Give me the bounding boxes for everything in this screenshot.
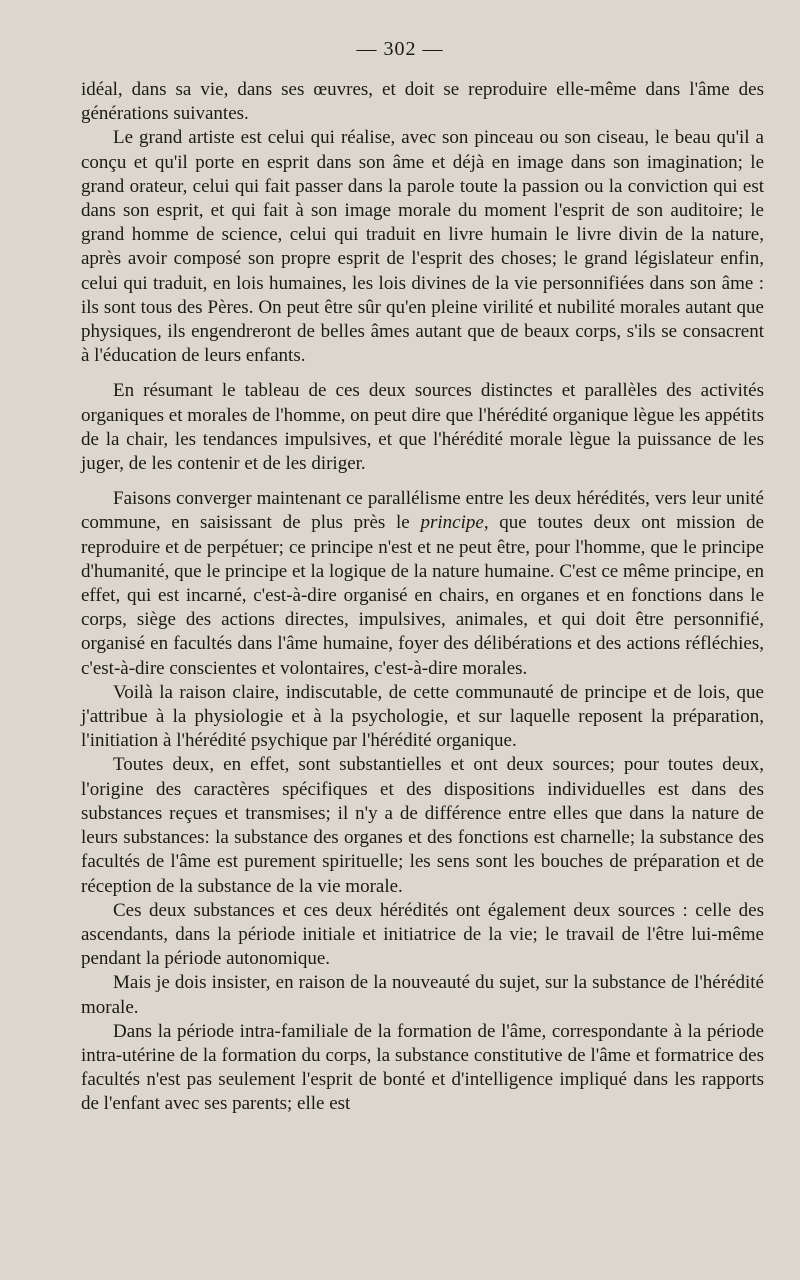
page-number: — 302 — — [356, 38, 444, 60]
paragraph-1: idéal, dans sa vie, dans ses œuvres, et doit se reproduire elle-même dans l'âme des générations suivantes. — [81, 79, 764, 125]
paragraph-4 — [81, 487, 764, 681]
paragraph-8: Mais je dois insister, en raison de la nouveauté du sujet, sur la substance de l'hérédité morale. — [81, 972, 764, 1018]
paragraph-2: Le grand artiste est celui qui réalise, avec son pinceau ou son ciseau, le beau qu'il a conçu et qu'il porte en esprit dans son âme et déjà en image dans son imagination; le grand orateur, celui qui fait passer dans la parole toute la passion ou la conviction qui est dans son esprit, et qui fait à son image morale du moment l'esprit de son auditoire; le grand homme de science, celui qui traduit en livre humain le livre divin de la nature, après avoir composé son propre esprit de l'esprit des choses; le grand législateur enfin, celui qui traduit, en lois humaines, les lois divines de la vie personnifiées dans son âme : ils sont tous des Pères. On peut être sûr qu'en pleine virilité et nubilité morales autant que physiques, ils engendreront de belles âmes autant que de beaux corps, s'ils se consacrent à l'éducation de leurs enfants. — [81, 127, 764, 367]
paragraph-4-start: Faisons converger maintenant ce parallélisme entre les deux hérédités, vers leur unité commune, en saisissant de plus près — [81, 488, 764, 534]
paragraph-6: Toutes deux, en effet, sont substantielles et ont deux sources; pour toutes deux, l'origine des caractères spécifiques et des dispositions individuelles est dans des substances reçues et transmises; il n'y a de différence entre elles que dans la nature de leurs substances: la substance des organes et des fonctions est charnelle; la substance des facultés de l'âme est purement spirituelle; les sens sont les bouches de préparation et de réception de la substance de la vie morale. — [81, 754, 764, 897]
paragraph-4-article: le — [396, 512, 421, 534]
paragraph-3: En résumant le tableau de ces deux sources distinctes et parallèles des activités organiques et morales de l'homme, on peut dire que l'hérédité organique lègue les appétits de la chair, les tendances impulsives, et que l'hérédité morale lègue la puissance de les juger, de les contenir et de les diriger. — [81, 380, 764, 475]
paragraph-5: Voilà la raison claire, indiscutable, de cette communauté de principe et de lois, que j'attribue à la physiologie et à la psychologie, et sur laquelle reposent la préparation, l'initiation à l'hérédité psychique par l'hérédité organique. — [81, 681, 764, 752]
paragraph-4-end: , que toutes deux ont mission de reproduire et de perpétuer; ce principe n'est et ne peut être, pour l'homme, que le principe d'humanité, que le principe et la logique de la nature humaine. C'est ce même principe, en effet, qui est incarné, c'est-à-dire organisé en chairs, en organes et en fonctions dans le corps, siège des actions directes, impulsives, animales, et qui doit être personnifié, organisé en facultés dans l'âme humaine, foyer des délibérations et des actions réfléchies, c'est-à-dire conscientes et volontaires, c'est-à-dire morales. — [81, 512, 765, 679]
paragraph-9: Dans la période intra-familiale de la formation de l'âme, correspondante à la période intra-utérine de la formation du corps, la substance constitutive de l'âme et formatrice des facultés n'est pas seulement l'esprit de bonté et d'intelligence impliqué dans les rapports de l'enfant avec ses parents; elle est — [81, 1020, 764, 1115]
body-text — [81, 78, 764, 1117]
paragraph-7: Ces deux substances et ces deux hérédités ont également deux sources : celle des ascendants, dans la période initiale et initiatrice de la vie; le travail de l'être lui-même pendant la période autonomique. — [81, 899, 764, 970]
principe-emphasis: principe — [420, 512, 484, 534]
